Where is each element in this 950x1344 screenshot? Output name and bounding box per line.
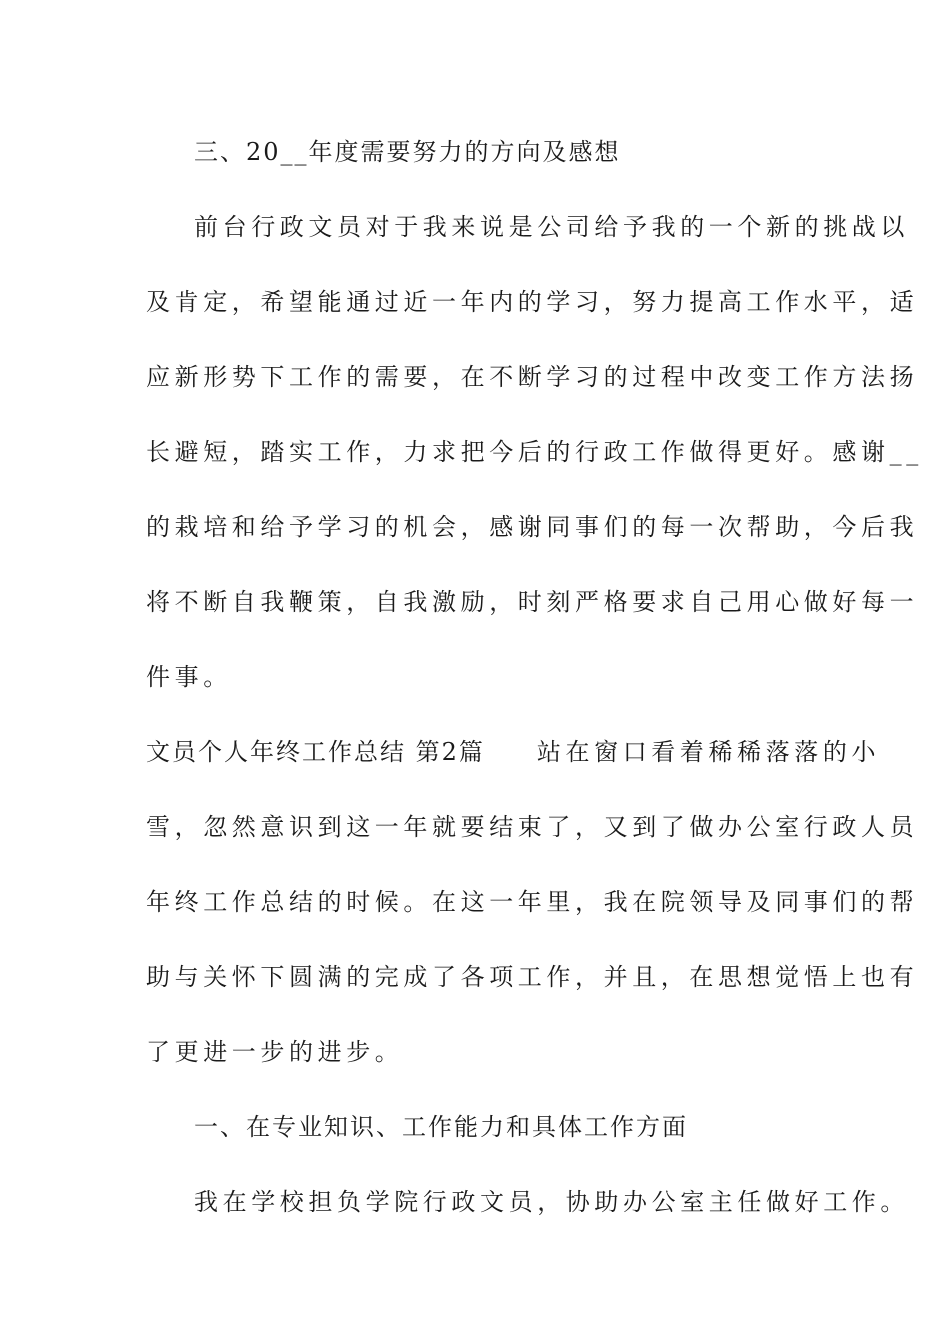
paragraph-line: 长避短，踏实工作，力求把今后的行政工作做得更好。感谢__ [146, 438, 923, 466]
article-title-line [146, 736, 881, 768]
paragraph-line: 我在学校担负学院行政文员，协助办公室主任做好工作。 [194, 1188, 909, 1216]
paragraph-line: 将不断自我鞭策，自我激励，时刻严格要求自己用心做好每一 [146, 588, 919, 616]
paragraph-line: 的栽培和给予学习的机会，感谢同事们的每一次帮助，今后我 [146, 513, 919, 541]
section-heading-1: 一、在专业知识、工作能力和具体工作方面 [194, 1113, 688, 1141]
paragraph-line: 件事。 [146, 663, 232, 691]
article-title: 文员个人年终工作总结 第2篇 [146, 738, 485, 766]
paragraph-line: 助与关怀下圆满的完成了各项工作，并且，在思想觉悟上也有 [146, 963, 919, 991]
paragraph-line: 应新形势下工作的需要，在不断学习的过程中改变工作方法扬 [146, 363, 919, 391]
paragraph-line: 了更进一步的进步。 [146, 1038, 404, 1066]
section-heading-3: 三、20__年度需要努力的方向及感想 [194, 138, 621, 166]
paragraph-line: 雪，忽然意识到这一年就要结束了，又到了做办公室行政人员 [146, 813, 919, 841]
paragraph-line: 年终工作总结的时候。在这一年里，我在院领导及同事们的帮 [146, 888, 919, 916]
paragraph-line: 前台行政文员对于我来说是公司给予我的一个新的挑战以 [194, 213, 909, 241]
paragraph-line: 及肯定，希望能通过近一年内的学习，努力提高工作水平，适 [146, 288, 919, 316]
paragraph-line-start: 站在窗口看着稀稀落落的小 [536, 738, 881, 766]
